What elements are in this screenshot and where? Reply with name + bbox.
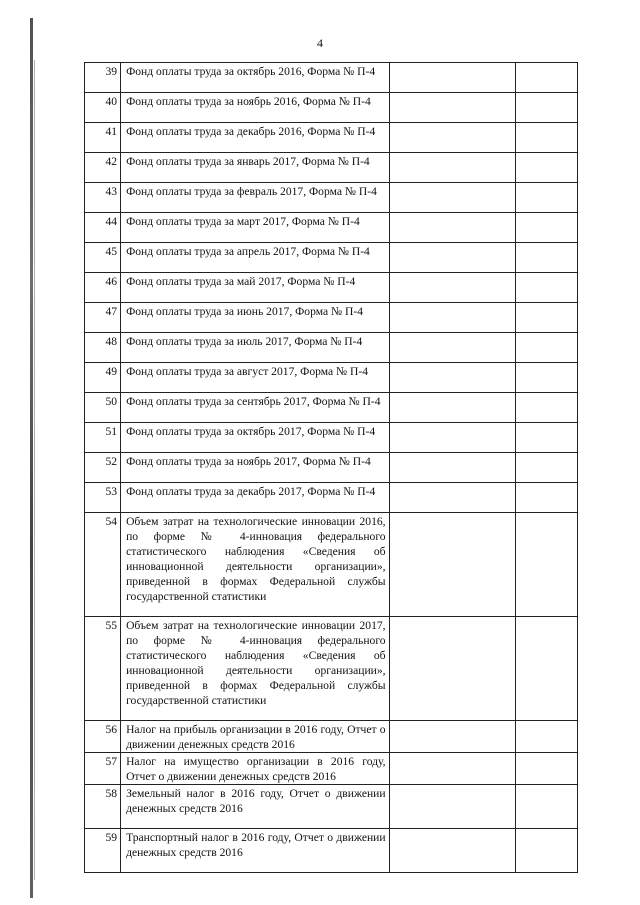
value-cell-a: [389, 93, 515, 123]
indicator-name-text: Фонд оплаты труда за апрель 2017, Форма № П-4: [126, 245, 370, 258]
value-cell-a: [389, 721, 515, 753]
row-number-text: 58: [105, 787, 118, 800]
value-cell-a: [389, 333, 515, 363]
table-row: [85, 721, 578, 753]
table-row: [85, 93, 578, 123]
row-number-text: 45: [105, 245, 118, 258]
indicator-name-text: Объем затрат на технологические инновации 2016, по форме № 4-инновация федерального статистического наблюдения «Сведения об инновационной деятельности организации», приведенной в формах Федеральной службы государственной статистики: [126, 515, 386, 603]
row-number-text: 57: [105, 755, 118, 768]
indicator-name: [121, 393, 390, 423]
indicator-name-text: Фонд оплаты труда за ноябрь 2016, Форма № П-4: [126, 95, 371, 108]
table-row: [85, 213, 578, 243]
indicators-table: [84, 62, 578, 873]
indicator-name-text: Фонд оплаты труда за февраль 2017, Форма № П-4: [126, 185, 377, 198]
row-number-text: 40: [105, 95, 118, 108]
row-number-text: 44: [105, 215, 118, 228]
row-number-text: 43: [105, 185, 118, 198]
indicator-name: [121, 423, 390, 453]
value-cell-b: [515, 153, 577, 183]
table-row: [85, 123, 578, 153]
value-cell-b: [515, 243, 577, 273]
row-number-text: 54: [105, 515, 118, 528]
value-cell-b: [515, 303, 577, 333]
table-row: [85, 785, 578, 829]
row-number-text: 55: [105, 619, 118, 632]
row-number: [85, 785, 121, 829]
indicator-name: [121, 183, 390, 213]
row-number-text: 59: [105, 831, 118, 844]
indicator-name: [121, 453, 390, 483]
row-number: [85, 393, 121, 423]
indicator-name-text: Фонд оплаты труда за сентябрь 2017, Форма № П-4: [126, 395, 381, 408]
value-cell-a: [389, 363, 515, 393]
value-cell-a: [389, 829, 515, 873]
row-number-text: 50: [105, 395, 118, 408]
indicator-name: [121, 753, 390, 785]
value-cell-a: [389, 243, 515, 273]
row-number: [85, 333, 121, 363]
row-number: [85, 363, 121, 393]
value-cell-b: [515, 63, 577, 93]
indicator-name-text: Земельный налог в 2016 году, Отчет о движении денежных средств 2016: [126, 787, 386, 815]
table-row: [85, 153, 578, 183]
indicator-name: [121, 93, 390, 123]
value-cell-a: [389, 453, 515, 483]
value-cell-a: [389, 183, 515, 213]
value-cell-a: [389, 213, 515, 243]
value-cell-b: [515, 483, 577, 513]
binding-edge-shadow: [34, 60, 35, 880]
row-number-text: 42: [105, 155, 118, 168]
indicator-name-text: Фонд оплаты труда за май 2017, Форма № П-4: [126, 275, 356, 288]
row-number: [85, 513, 121, 617]
table-row: [85, 363, 578, 393]
indicator-name-text: Фонд оплаты труда за декабрь 2017, Форма № П-4: [126, 485, 376, 498]
row-number-text: 41: [105, 125, 118, 138]
indicator-name-text: Фонд оплаты труда за март 2017, Форма № П-4: [126, 215, 360, 228]
value-cell-a: [389, 153, 515, 183]
table-row: [85, 333, 578, 363]
row-number: [85, 123, 121, 153]
table-row: [85, 423, 578, 453]
indicator-name: [121, 333, 390, 363]
row-number: [85, 213, 121, 243]
row-number-text: 56: [105, 723, 118, 736]
value-cell-a: [389, 273, 515, 303]
value-cell-b: [515, 363, 577, 393]
table-row: [85, 63, 578, 93]
table-row: [85, 513, 578, 617]
indicator-name-text: Фонд оплаты труда за август 2017, Форма № П-4: [126, 365, 369, 378]
row-number: [85, 63, 121, 93]
value-cell-a: [389, 303, 515, 333]
value-cell-a: [389, 63, 515, 93]
indicator-name: [121, 303, 390, 333]
indicator-name-text: Фонд оплаты труда за октябрь 2017, Форма № П-4: [126, 425, 376, 438]
indicator-name-text: Объем затрат на технологические инновации 2017, по форме № 4-инновация федерального статистического наблюдения «Сведения об инновационной деятельности организации», приведенной в формах Федеральной службы государственной статистики: [126, 619, 386, 707]
page-number: 4: [317, 36, 323, 50]
row-number: [85, 303, 121, 333]
indicator-name-text: Фонд оплаты труда за июнь 2017, Форма № П-4: [126, 305, 364, 318]
indicator-name: [121, 483, 390, 513]
value-cell-b: [515, 617, 577, 721]
indicator-name: [121, 363, 390, 393]
value-cell-a: [389, 785, 515, 829]
value-cell-a: [389, 617, 515, 721]
value-cell-b: [515, 423, 577, 453]
table-row: [85, 453, 578, 483]
row-number-text: 49: [105, 365, 118, 378]
indicator-name: [121, 273, 390, 303]
row-number: [85, 829, 121, 873]
table-row: [85, 483, 578, 513]
row-number: [85, 617, 121, 721]
indicator-name: [121, 63, 390, 93]
indicator-name-text: Фонд оплаты труда за июль 2017, Форма № П-4: [126, 335, 363, 348]
value-cell-b: [515, 829, 577, 873]
value-cell-a: [389, 393, 515, 423]
row-number-text: 47: [105, 305, 118, 318]
indicator-name: [121, 243, 390, 273]
row-number-text: 39: [105, 65, 118, 78]
indicator-name: [121, 513, 390, 617]
table-row: [85, 617, 578, 721]
indicator-name-text: Фонд оплаты труда за октябрь 2016, Форма № П-4: [126, 65, 376, 78]
indicator-name: [121, 721, 390, 753]
value-cell-b: [515, 273, 577, 303]
row-number: [85, 273, 121, 303]
row-number-text: 46: [105, 275, 118, 288]
value-cell-b: [515, 753, 577, 785]
table-row: [85, 243, 578, 273]
table-row: [85, 829, 578, 873]
indicator-name-text: Фонд оплаты труда за ноябрь 2017, Форма № П-4: [126, 455, 371, 468]
table-row: [85, 303, 578, 333]
value-cell-b: [515, 213, 577, 243]
value-cell-a: [389, 123, 515, 153]
value-cell-b: [515, 183, 577, 213]
row-number: [85, 483, 121, 513]
row-number: [85, 423, 121, 453]
row-number-text: 51: [105, 425, 118, 438]
indicator-name-text: Налог на имущество организации в 2016 году, Отчет о движении денежных средств 2016: [126, 755, 386, 783]
table-row: [85, 393, 578, 423]
value-cell-a: [389, 423, 515, 453]
value-cell-b: [515, 513, 577, 617]
binding-edge: [30, 18, 33, 898]
indicator-name-text: Транспортный налог в 2016 году, Отчет о движении денежных средств 2016: [126, 831, 386, 859]
value-cell-b: [515, 333, 577, 363]
row-number: [85, 753, 121, 785]
value-cell-b: [515, 721, 577, 753]
indicator-name-text: Фонд оплаты труда за январь 2017, Форма № П-4: [126, 155, 370, 168]
row-number-text: 53: [105, 485, 118, 498]
indicator-name-text: Налог на прибыль организации в 2016 году, Отчет о движении денежных средств 2016: [126, 723, 386, 751]
row-number: [85, 93, 121, 123]
indicator-name: [121, 829, 390, 873]
table-row: [85, 753, 578, 785]
row-number-text: 48: [105, 335, 118, 348]
indicator-name-text: Фонд оплаты труда за декабрь 2016, Форма № П-4: [126, 125, 376, 138]
table-row: [85, 273, 578, 303]
table-row: [85, 183, 578, 213]
row-number: [85, 243, 121, 273]
value-cell-b: [515, 453, 577, 483]
indicator-name: [121, 617, 390, 721]
row-number: [85, 453, 121, 483]
value-cell-a: [389, 513, 515, 617]
indicator-name: [121, 123, 390, 153]
row-number: [85, 183, 121, 213]
row-number: [85, 721, 121, 753]
row-number: [85, 153, 121, 183]
indicator-name: [121, 153, 390, 183]
value-cell-b: [515, 93, 577, 123]
indicator-name: [121, 785, 390, 829]
value-cell-a: [389, 483, 515, 513]
value-cell-b: [515, 123, 577, 153]
value-cell-b: [515, 393, 577, 423]
value-cell-a: [389, 753, 515, 785]
row-number-text: 52: [105, 455, 118, 468]
indicator-name: [121, 213, 390, 243]
value-cell-b: [515, 785, 577, 829]
